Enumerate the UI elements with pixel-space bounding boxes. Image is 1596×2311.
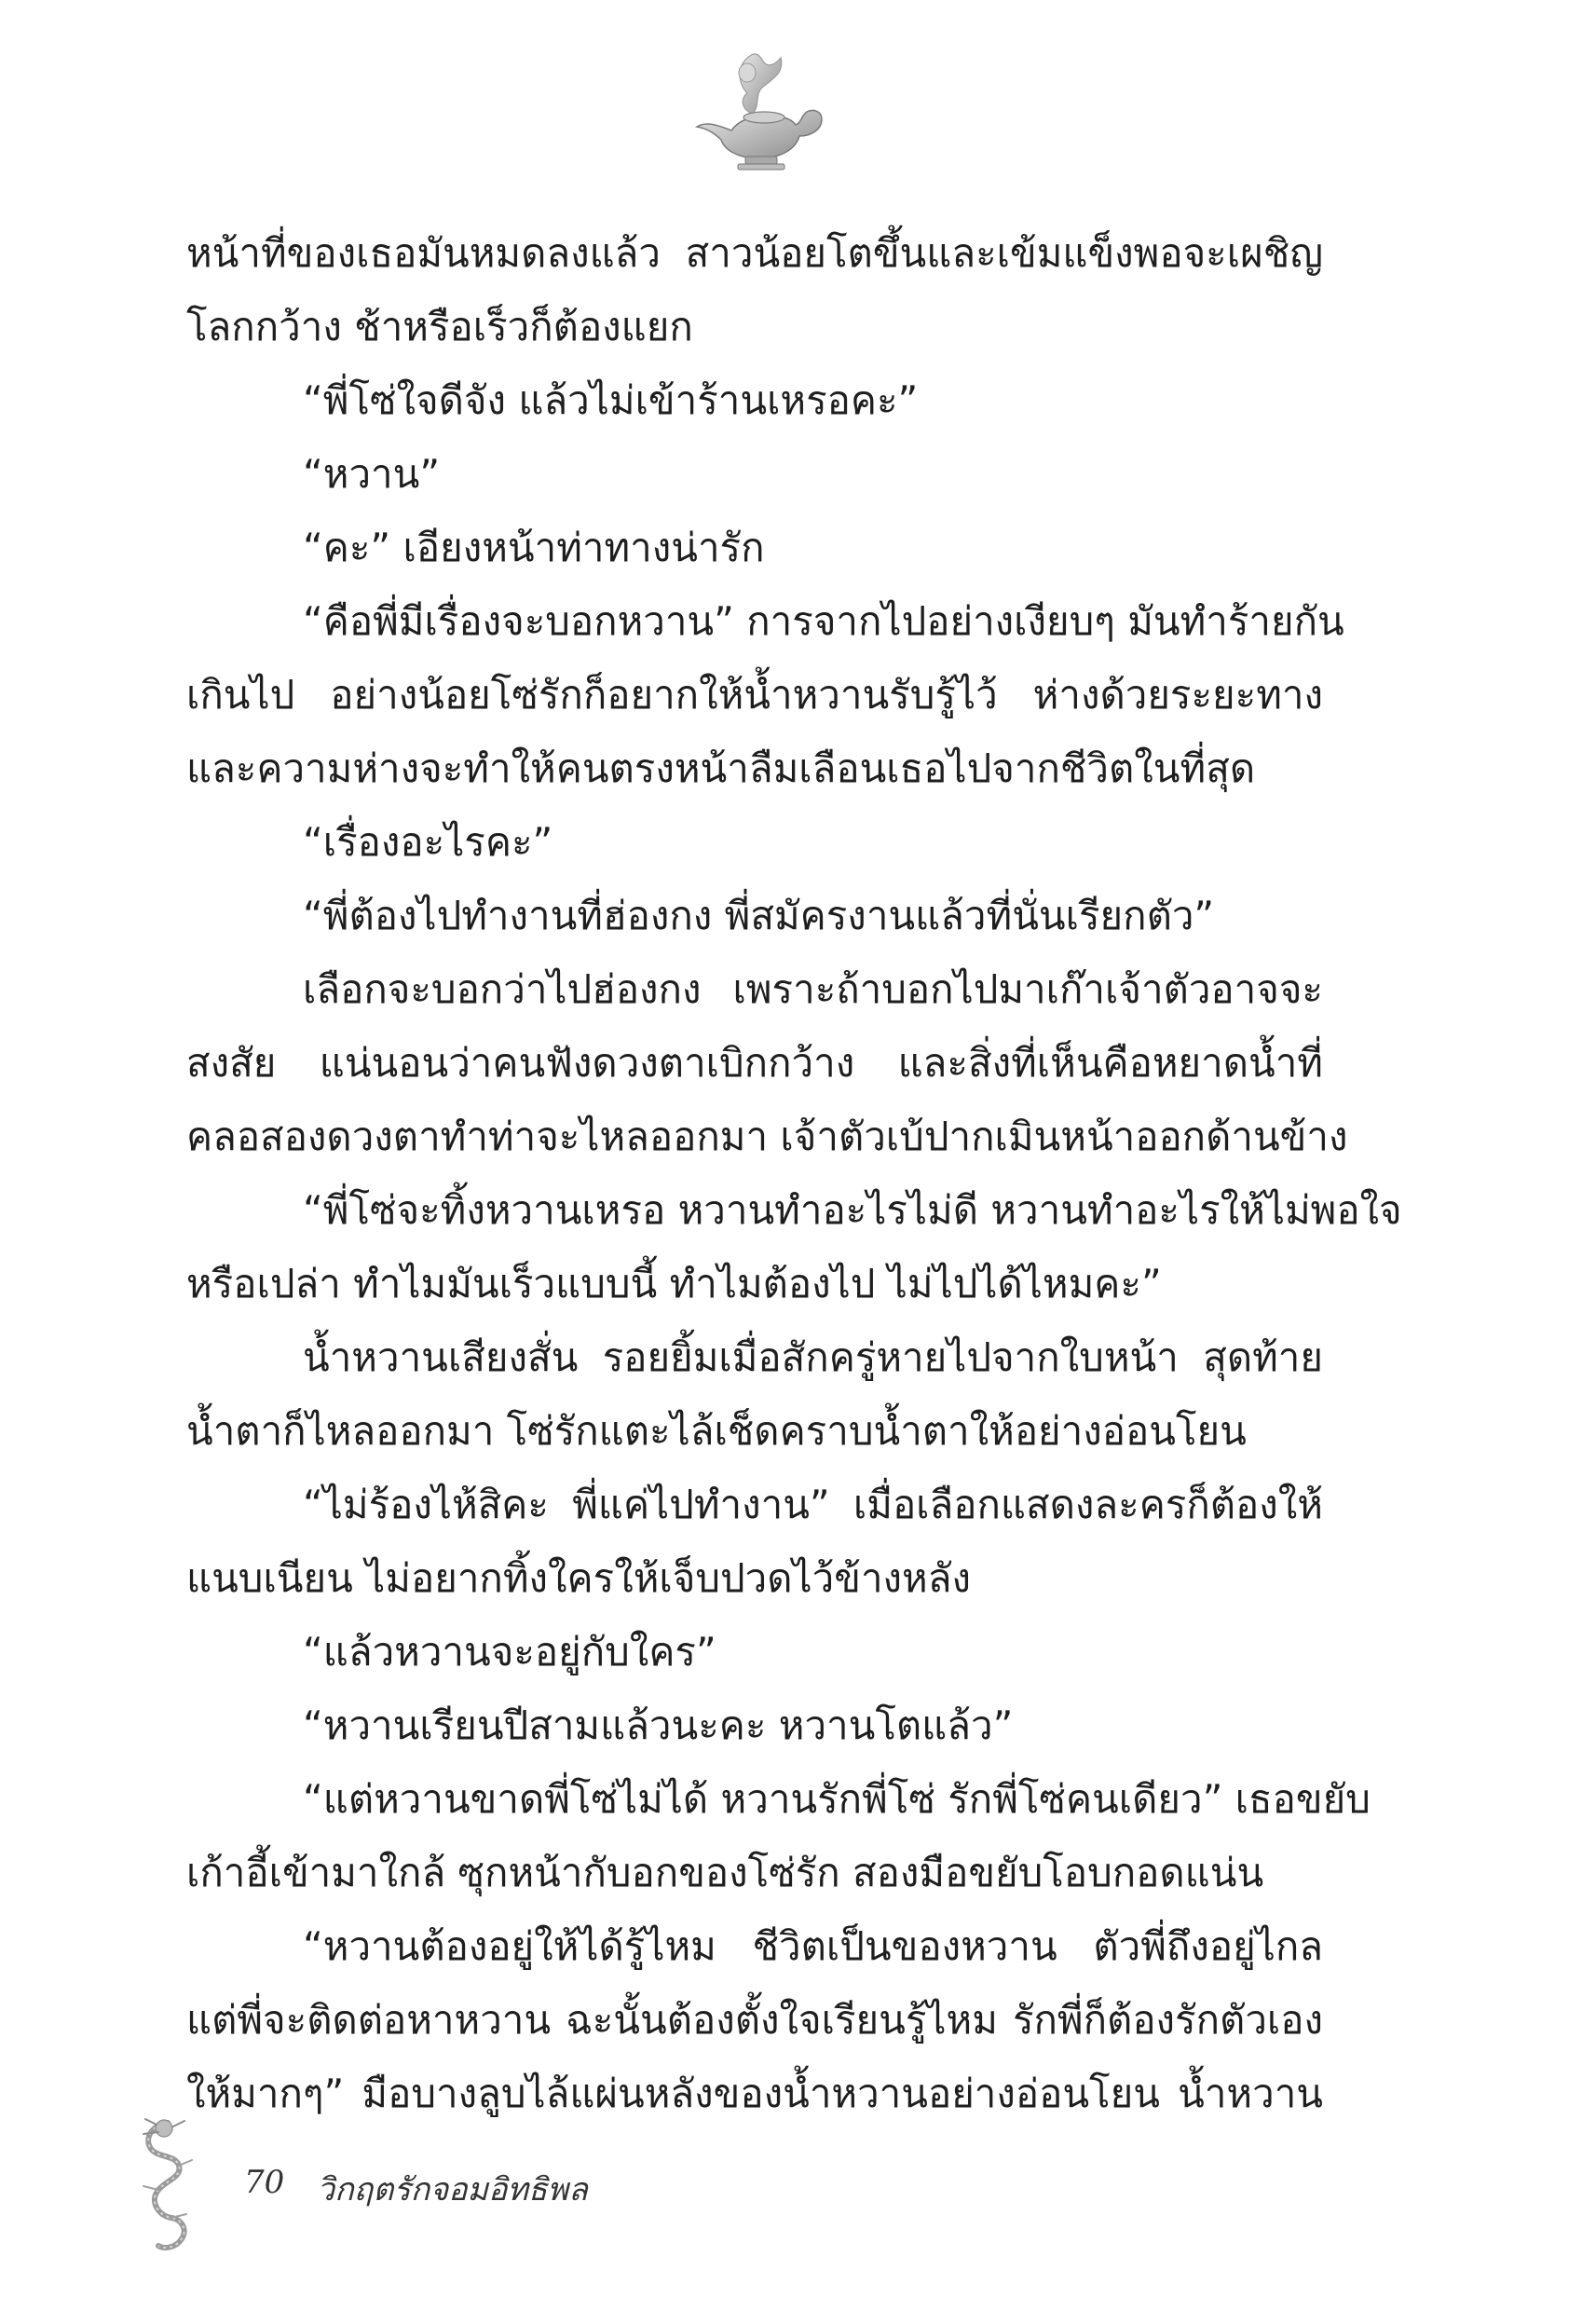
text-line: สงสัย แน่นอนว่าคนฟังดวงตาเบิกกว้าง และสิ่งที่เห็นคือหยาดน้ำที่ (186, 1040, 1323, 1086)
text-line: “พี่โซ่ใจดีจัง แล้วไม่เข้าร้านเหรอคะ” (303, 377, 919, 423)
text-line: เลือกจะบอกว่าไปฮ่องกง เพราะถ้าบอกไปมาเก๊าเจ้าตัวอาจจะ (303, 966, 1323, 1012)
text-line: น้ำตาก็ไหลออกมา โซ่รักแตะไล้เช็ดคราบน้ำตาให้อย่างอ่อนโยน (186, 1408, 1247, 1454)
text-line: เก้าอี้เข้ามาใกล้ ซุกหน้ากับอกของโซ่รัก สองมือขยับโอบกอดแน่น (186, 1850, 1264, 1895)
text-line: แต่พี่จะติดต่อหาหวาน ฉะนั้นต้องตั้งใจเรียนรู้ไหม รักพี่ก็ต้องรักตัวเอง (186, 1997, 1323, 2043)
text-line: “แล้วหวานจะอยู่กับใคร” (303, 1629, 716, 1675)
body-text (186, 216, 1402, 2130)
text-line: โลกกว้าง ช้าหรือเร็วก็ต้องแยก (186, 304, 693, 349)
text-line: เกินไป อย่างน้อยโซ่รักก็อยากให้น้ำหวานรับรู้ไว้ ห่างด้วยระยะทาง (186, 672, 1323, 718)
text-line: “หวานเรียนปีสามแล้วนะคะ หวานโตแล้ว” (303, 1702, 1014, 1748)
text-line: “หวาน” (303, 451, 441, 497)
text-line: หน้าที่ของเธอมันหมดลงแล้ว สาวน้อยโตขึ้นและเข้มแข็งพอจะเผชิญ (186, 230, 1323, 276)
text-line: “หวานต้องอยู่ให้ได้รู้ไหม ชีวิตเป็นของหวาน ตัวพี่ถึงอยู่ไกล (303, 1923, 1323, 1969)
text-line: คลอสองดวงตาทำท่าจะไหลออกมา เจ้าตัวเบ้ปากเมินหน้าออกด้านข้าง (186, 1114, 1348, 1159)
text-line: “พี่ต้องไปทำงานที่ฮ่องกง พี่สมัครงานแล้วที่นั่นเรียกตัว” (303, 893, 1215, 938)
text-line: “คะ” เอียงหน้าท่าทางน่ารัก (303, 525, 765, 570)
text-line: แนบเนียน ไม่อยากทิ้งใครให้เจ็บปวดไว้ข้างหลัง (186, 1555, 971, 1601)
text-line: น้ำหวานเสียงสั่น รอยยิ้มเมื่อสักครู่หายไปจากใบหน้า สุดท้าย (303, 1334, 1323, 1380)
genie-lamp-icon (680, 47, 839, 177)
text-line: “แต่หวานขาดพี่โซ่ไม่ได้ หวานรักพี่โซ่ รักพี่โซ่คนเดียว” เธอขยับ (303, 1776, 1371, 1822)
dragon-icon (130, 2115, 205, 2255)
text-line: “พี่โซ่จะทิ้งหวานเหรอ หวานทำอะไรไม่ดี หวานทำอะไรให้ไม่พอใจ (303, 1187, 1402, 1233)
text-line: “ไม่ร้องไห้สิคะ พี่แค่ไปทำงาน” เมื่อเลือกแสดงละครก็ต้องให้ (303, 1482, 1323, 1527)
text-line: หรือเปล่า ทำไมมันเร็วแบบนี้ ทำไมต้องไป ไม่ไปได้ไหมคะ” (186, 1261, 1162, 1306)
text-line: “คือพี่มีเรื่องจะบอกหวาน” การจากไปอย่างเงียบๆ มันทำร้ายกัน (303, 598, 1344, 644)
text-line: และความห่างจะทำให้คนตรงหน้าลืมเลือนเธอไปจากชีวิตในที่สุด (186, 745, 1256, 791)
book-title: วิกฤตรักจอมอิทธิพล (317, 2171, 588, 2208)
page-number: 70 (244, 2164, 285, 2201)
text-line: ให้มากๆ” มือบางลูบไล้แผ่นหลังของน้ำหวานอย่างอ่อนโยน น้ำหวาน (186, 2071, 1323, 2116)
page-footer (130, 2115, 783, 2255)
text-line: “เรื่องอะไรคะ” (303, 819, 553, 865)
